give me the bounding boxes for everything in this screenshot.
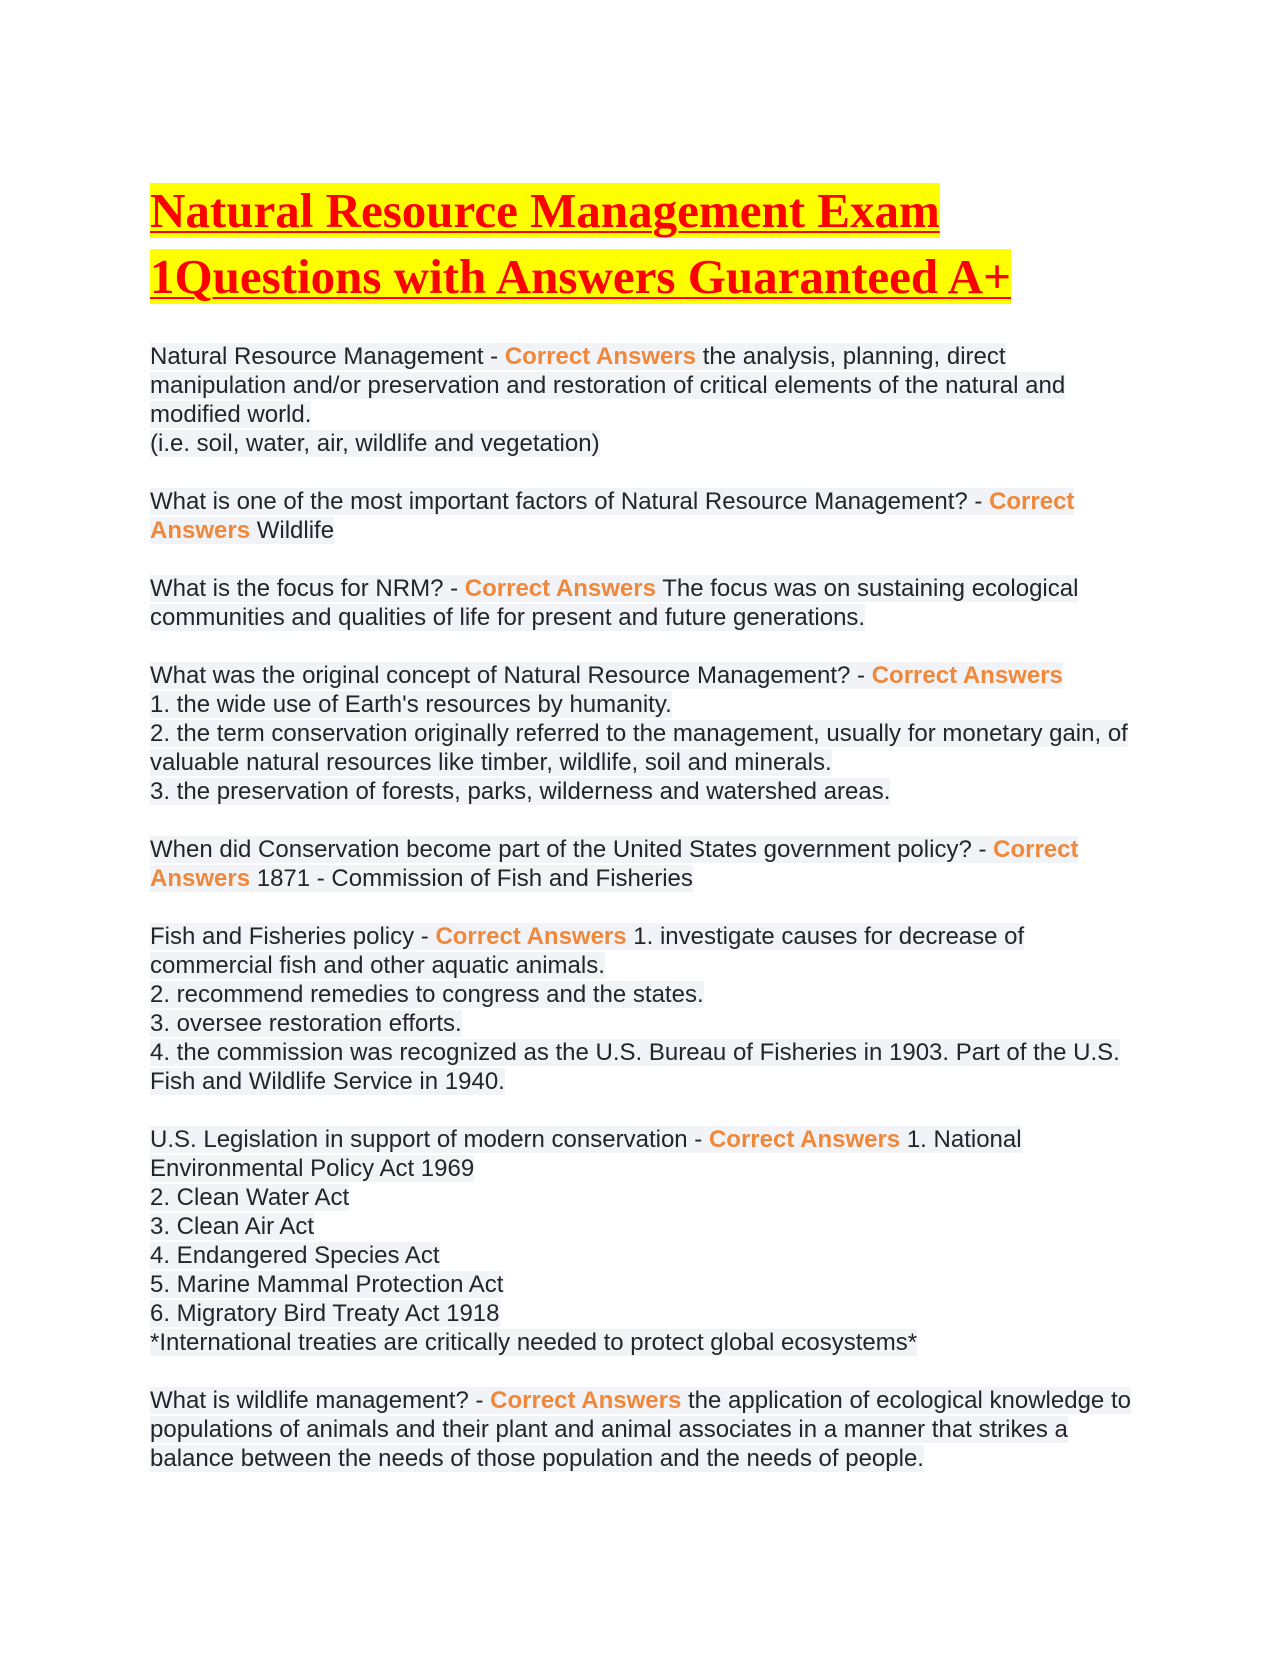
question-text: When did Conservation become part of the United States government policy? - xyxy=(150,836,994,863)
question-text: Fish and Fisheries policy - xyxy=(150,923,436,950)
title-line-2: 1Questions with Answers Guaranteed A+ xyxy=(150,249,1011,304)
correct-answers-label: Correct Answers xyxy=(871,662,1063,689)
qa-item xyxy=(150,487,1140,545)
answer-line: 4. the commission was recognized as the U.S. Bureau of Fisheries in 1903. Part of the U.S. Fish and Wildlife Service in 1940. xyxy=(150,1039,1120,1095)
correct-answers-label: Correct Answers xyxy=(464,575,656,602)
question-text: What is wildlife management? - xyxy=(150,1387,491,1414)
document-title xyxy=(150,178,1140,310)
answer-line: 1. the wide use of Earth's resources by humanity. xyxy=(150,691,672,718)
answer-text: 1. National Environmental Policy Act 1969 xyxy=(150,1126,1022,1182)
qa-item xyxy=(150,574,1140,632)
answer-text: Wildlife xyxy=(250,517,335,544)
answer-line: 3. Clean Air Act xyxy=(150,1213,315,1240)
correct-answers-label: Correct Answers xyxy=(150,836,1079,892)
correct-answers-label: Correct Answers xyxy=(504,343,697,370)
correct-answers-label: Correct Answers xyxy=(708,1126,901,1153)
answer-text: The focus was on sustaining ecological communities and qualities of life for present and future generations. xyxy=(150,575,1079,631)
qa-item xyxy=(150,1386,1140,1473)
correct-answers-label: Correct Answers xyxy=(150,488,1075,544)
answer-line: 4. Endangered Species Act xyxy=(150,1242,440,1269)
qa-item xyxy=(150,835,1140,893)
answer-line: 6. Migratory Bird Treaty Act 1918 xyxy=(150,1300,500,1327)
answer-line: 3. the preservation of forests, parks, wilderness and watershed areas. xyxy=(150,778,891,805)
answer-line: 5. Marine Mammal Protection Act xyxy=(150,1271,504,1298)
answer-line: 2. the term conservation originally referred to the management, usually for monetary gain, of valuable natural resources like timber, wildlife, soil and minerals. xyxy=(150,720,1128,776)
title-line-1: Natural Resource Management Exam xyxy=(150,183,940,238)
question-text: What is the focus for NRM? - xyxy=(150,575,465,602)
qa-item xyxy=(150,922,1140,1096)
answer-text: 1871 - Commission of Fish and Fisheries xyxy=(250,865,693,892)
answer-text: the application of ecological knowledge to populations of animals and their plant and animal associates in a manner that strikes a balance between the needs of those population and the needs of people. xyxy=(150,1387,1131,1472)
answer-line: *International treaties are critically needed to protect global ecosystems* xyxy=(150,1329,918,1356)
correct-answers-label: Correct Answers xyxy=(490,1387,682,1414)
answer-text: the analysis, planning, direct manipulation and/or preservation and restoration of critical elements of the natural and modified world. xyxy=(150,343,1066,428)
qa-item xyxy=(150,1125,1140,1357)
qa-item xyxy=(150,342,1140,458)
answer-line: 3. oversee restoration efforts. xyxy=(150,1010,462,1037)
answer-line: 2. recommend remedies to congress and the states. xyxy=(150,981,704,1008)
question-text: Natural Resource Management - xyxy=(150,343,505,370)
qa-item xyxy=(150,661,1140,806)
question-text: What is one of the most important factors of Natural Resource Management? - xyxy=(150,488,990,515)
question-text: What was the original concept of Natural Resource Management? - xyxy=(150,662,872,689)
question-text: U.S. Legislation in support of modern conservation - xyxy=(150,1126,709,1153)
answer-line: (i.e. soil, water, air, wildlife and vegetation) xyxy=(150,430,600,457)
answer-line: 2. Clean Water Act xyxy=(150,1184,350,1211)
correct-answers-label: Correct Answers xyxy=(435,923,627,950)
document-page xyxy=(150,178,1140,1502)
answer-text: 1. investigate causes for decrease of commercial fish and other aquatic animals. xyxy=(150,923,1025,979)
